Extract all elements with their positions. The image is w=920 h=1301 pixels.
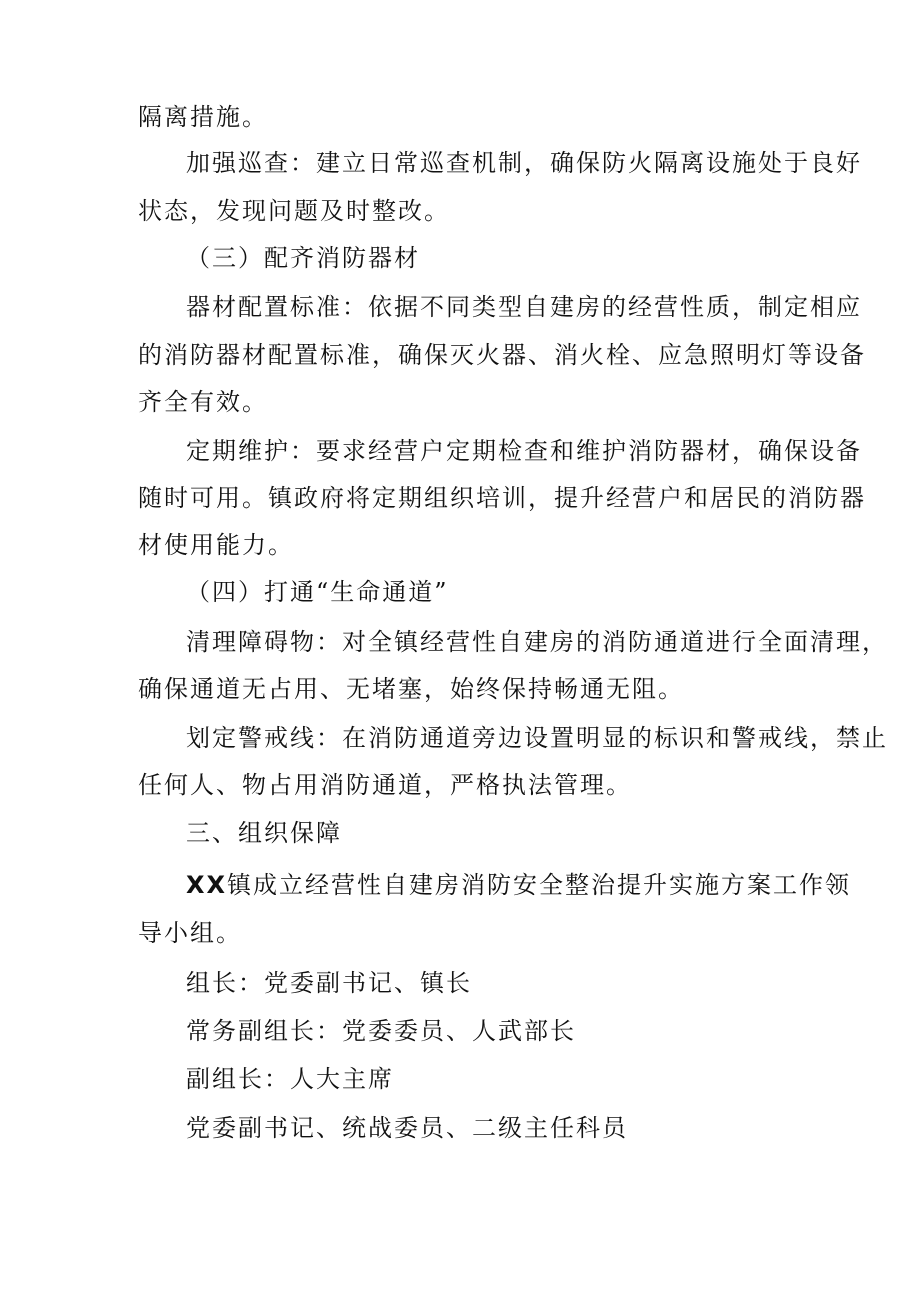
paragraph-text: 镇成立经营性自建房消防安全整治提升实施方案工作领 xyxy=(227,871,852,899)
paragraph-line: 划定警戒线：在消防通道旁边设置明显的标识和警戒线，禁止 xyxy=(186,724,888,752)
paragraph-line: 清理障碍物：对全镇经营性自建房的消防通道进行全面清理， xyxy=(186,628,888,656)
section-heading: （四）打通“生命通道” xyxy=(186,578,449,606)
executive-deputy-leader-line: 常务副组长：党委委员、人武部长 xyxy=(186,1017,576,1045)
paragraph-line xyxy=(186,870,851,900)
paragraph-line: 器材配置标准：依据不同类型自建房的经营性质，制定相应 xyxy=(186,293,862,321)
paragraph-line: 确保通道无占用、无堵塞，始终保持畅通无阻。 xyxy=(138,675,684,703)
paragraph-line: 的消防器材配置标准，确保灭火器、消火栓、应急照明灯等设备 xyxy=(138,341,866,369)
paragraph-line: 状态，发现问题及时整改。 xyxy=(138,197,450,225)
leader-line: 组长：党委副书记、镇长 xyxy=(186,969,472,997)
deputy-leader-line: 副组长：人大主席 xyxy=(186,1065,394,1093)
paragraph-line: 齐全有效。 xyxy=(138,388,268,416)
paragraph-line: 导小组。 xyxy=(138,919,242,947)
paragraph-line: 随时可用。镇政府将定期组织培训，提升经营户和居民的消防器 xyxy=(138,484,866,512)
paragraph-line: 定期维护：要求经营户定期检查和维护消防器材，确保设备 xyxy=(186,437,862,465)
paragraph-line: 隔离措施。 xyxy=(138,103,268,131)
section-heading: （三）配齐消防器材 xyxy=(186,244,420,272)
paragraph-line: 材使用能力。 xyxy=(138,531,294,559)
chapter-heading: 三、组织保障 xyxy=(186,819,342,847)
paragraph-line: 任何人、物占用消防通道，严格执法管理。 xyxy=(138,771,632,799)
town-placeholder: XX xyxy=(186,871,228,899)
member-line: 党委副书记、统战委员、二级主任科员 xyxy=(186,1114,628,1142)
paragraph-line: 加强巡查：建立日常巡查机制，确保防火隔离设施处于良好 xyxy=(186,149,862,177)
